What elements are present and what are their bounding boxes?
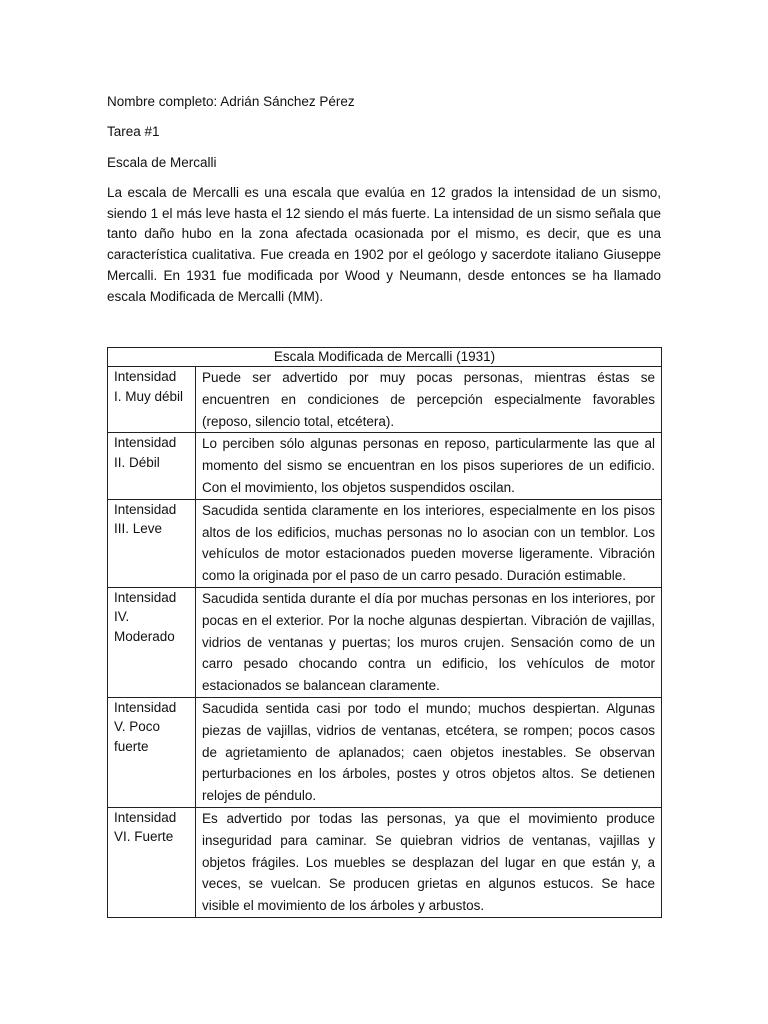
table-row bbox=[108, 499, 662, 587]
intensity-cell bbox=[108, 499, 196, 587]
intensity-label-line: V. Poco bbox=[114, 719, 161, 735]
table-row bbox=[108, 807, 662, 917]
table-header-row bbox=[108, 348, 662, 367]
description-cell: Puede ser advertido por muy pocas personas, mientras éstas se encuentren en condiciones de percepción especialmente favorables (reposo, silencio total, etcétera). bbox=[196, 367, 662, 433]
intensity-label-line: Intensidad bbox=[114, 809, 177, 825]
intensity-label-line: III. Leve bbox=[114, 521, 163, 537]
intensity-label-line: Intensidad bbox=[114, 699, 177, 715]
intensity-label-line: IV. bbox=[114, 609, 130, 625]
table-row bbox=[108, 367, 662, 433]
intensity-label-line: Moderado bbox=[114, 628, 175, 644]
intensity-label-line: I. Muy débil bbox=[114, 388, 184, 404]
intensity-label-line: Intensidad bbox=[114, 435, 177, 451]
intensity-label-line: Intensidad bbox=[114, 369, 177, 384]
mercalli-scale-table bbox=[107, 347, 662, 918]
intensity-cell bbox=[108, 433, 196, 499]
intro-paragraph: La escala de Mercalli es una escala que evalúa en 12 grados la intensidad de un sismo, siendo 1 el más leve hasta el 12 siendo el más fuerte. La intensidad de un sismo señala que tanto daño hubo en la zona afectada ocasionada por el mismo, es decir, que es una característica cualitativa. Fue creada en 1902 por el geólogo y sacerdote italiano Giuseppe Mercalli. En 1931 fue modificada por Wood y Neumann, desde entonces se ha llamado escala Modificada de Mercalli (MM). bbox=[107, 185, 661, 304]
intensity-cell bbox=[108, 807, 196, 917]
table-title: Escala Modificada de Mercalli (1931) bbox=[108, 348, 662, 367]
task-line: Tarea #1 bbox=[107, 124, 160, 139]
table-row bbox=[108, 697, 662, 807]
student-name-line: Nombre completo: Adrián Sánchez Pérez bbox=[107, 94, 355, 109]
table-row bbox=[108, 587, 662, 697]
intensity-label-line: fuerte bbox=[114, 738, 149, 754]
intensity-cell bbox=[108, 697, 196, 807]
intensity-label-line: Intensidad bbox=[114, 589, 177, 605]
intensity-cell bbox=[108, 587, 196, 697]
intensity-label-line: VI. Fuerte bbox=[114, 829, 174, 845]
description-cell: Sacudida sentida claramente en los interiores, especialmente en los pisos altos de los edificios, muchas personas no lo asocian con un temblor. Los vehículos de motor estacionados pueden moverse ligeramente. Vibración como la originada por el paso de un carro pesado. Duración estimable. bbox=[196, 499, 662, 587]
description-cell: Lo perciben sólo algunas personas en reposo, particularmente las que al momento del sismo se encuentran en los pisos superiores de un edificio. Con el movimiento, los objetos suspendidos oscilan. bbox=[196, 433, 662, 499]
intensity-label-line: Intensidad bbox=[114, 501, 177, 517]
intensity-label-line: II. Débil bbox=[114, 454, 160, 470]
topic-line: Escala de Mercalli bbox=[107, 155, 217, 170]
description-cell: Sacudida sentida durante el día por muchas personas en los interiores, por pocas en el exterior. Por la noche algunas despiertan. Vibración de vajillas, vidrios de ventanas y puertas; los muros crujen. Sensación como de un carro pesado chocando contra un edificio, los vehículos de motor estacionados se balancean claramente. bbox=[196, 587, 662, 697]
intensity-cell bbox=[108, 367, 196, 433]
description-cell: Sacudida sentida casi por todo el mundo; muchos despiertan. Algunas piezas de vajillas, vidrios de ventanas, etcétera, se rompen; pocos casos de agrietamiento de aplanados; caen objetos inestables. Se observan perturbaciones en los árboles, postes y otros objetos altos. Se detienen relojes de péndulo. bbox=[196, 697, 662, 807]
table-row bbox=[108, 433, 662, 499]
description-cell: Es advertido por todas las personas, ya que el movimiento produce inseguridad para caminar. Se quiebran vidrios de ventanas, vajillas y objetos frágiles. Los muebles se desplazan del lugar en que están y, a veces, se vuelcan. Se producen grietas en algunos estucos. Se hace visible el movimiento de los árboles y arbustos. bbox=[196, 807, 662, 917]
